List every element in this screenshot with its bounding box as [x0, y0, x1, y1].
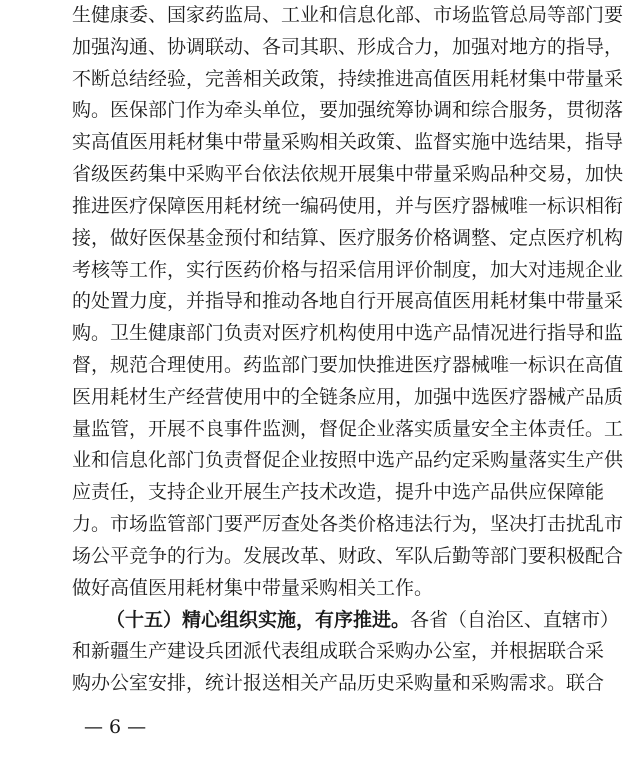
section-15-first-line-rest: 各省（自治区、直辖市） [410, 609, 620, 631]
body-line-8: 接，做好医保基金预付和结算、医疗服务价格调整、定点医疗机构 [72, 227, 623, 249]
body-line-7: 推进医疗保障医用耗材统一编码使用，并与医疗器械唯一标识相衔 [72, 195, 623, 217]
section-15-line-2: 和新疆生产建设兵团派代表组成联合采购办公室，并根据联合采 [72, 640, 605, 662]
body-line-16: 应责任，支持企业开展生产技术改造，提升中选产品供应保障能 [72, 481, 605, 503]
body-line-4: 购。医保部门作为牵头单位，要加强统筹协调和综合服务，贯彻落 [72, 99, 623, 121]
body-line-19: 做好高值医用耗材集中带量采购相关工作。 [72, 577, 434, 599]
body-line-11: 购。卫生健康部门负责对医疗机构使用中选产品情况进行指导和监 [72, 322, 623, 344]
body-line-15: 业和信息化部门负责督促企业按照中选产品约定采购量落实生产供 [72, 449, 623, 471]
body-line-9: 考核等工作，实行医药价格与招采信用评价制度，加大对违规企业 [72, 259, 623, 281]
body-line-2: 加强沟通、协调联动、各司其职、形成合力，加强对地方的指导， [72, 36, 623, 58]
body-line-3: 不断总结经验，完善相关政策，持续推进高值医用耗材集中带量采 [72, 68, 623, 90]
body-line-18: 场公平竞争的行为。发展改革、财政、军队后勤等部门要积极配合 [72, 545, 623, 567]
section-15-heading: （十五）精心组织实施，有序推进。 [106, 609, 411, 631]
body-line-13: 医用耗材生产经营使用中的全链条应用，加强中选医疗器械产品质 [72, 386, 623, 408]
section-15-line-3: 购办公室安排，统计报送相关产品历史采购量和采购需求。联合 [72, 672, 605, 694]
body-line-6: 省级医药集中采购平台依法依规开展集中带量采购品种交易，加快 [72, 163, 623, 185]
body-line-17: 力。市场监管部门要严厉查处各类价格违法行为，坚决打击扰乱市 [72, 513, 623, 535]
page-number: — 6 — [84, 716, 147, 738]
body-line-1: 生健康委、国家药监局、工业和信息化部、市场监管总局等部门要 [72, 4, 623, 26]
body-line-10: 的处置力度，并指导和推动各地自行开展高值医用耗材集中带量采 [72, 290, 623, 312]
body-line-5: 实高值医用耗材集中带量采购相关政策、监督实施中选结果，指导 [72, 131, 623, 153]
body-line-12: 督，规范合理使用。药监部门要加快推进医疗器械唯一标识在高值 [72, 354, 623, 376]
section-15-first-line [106, 605, 620, 637]
body-line-14: 量监管，开展不良事件监测，督促企业落实质量安全主体责任。工 [72, 418, 623, 440]
